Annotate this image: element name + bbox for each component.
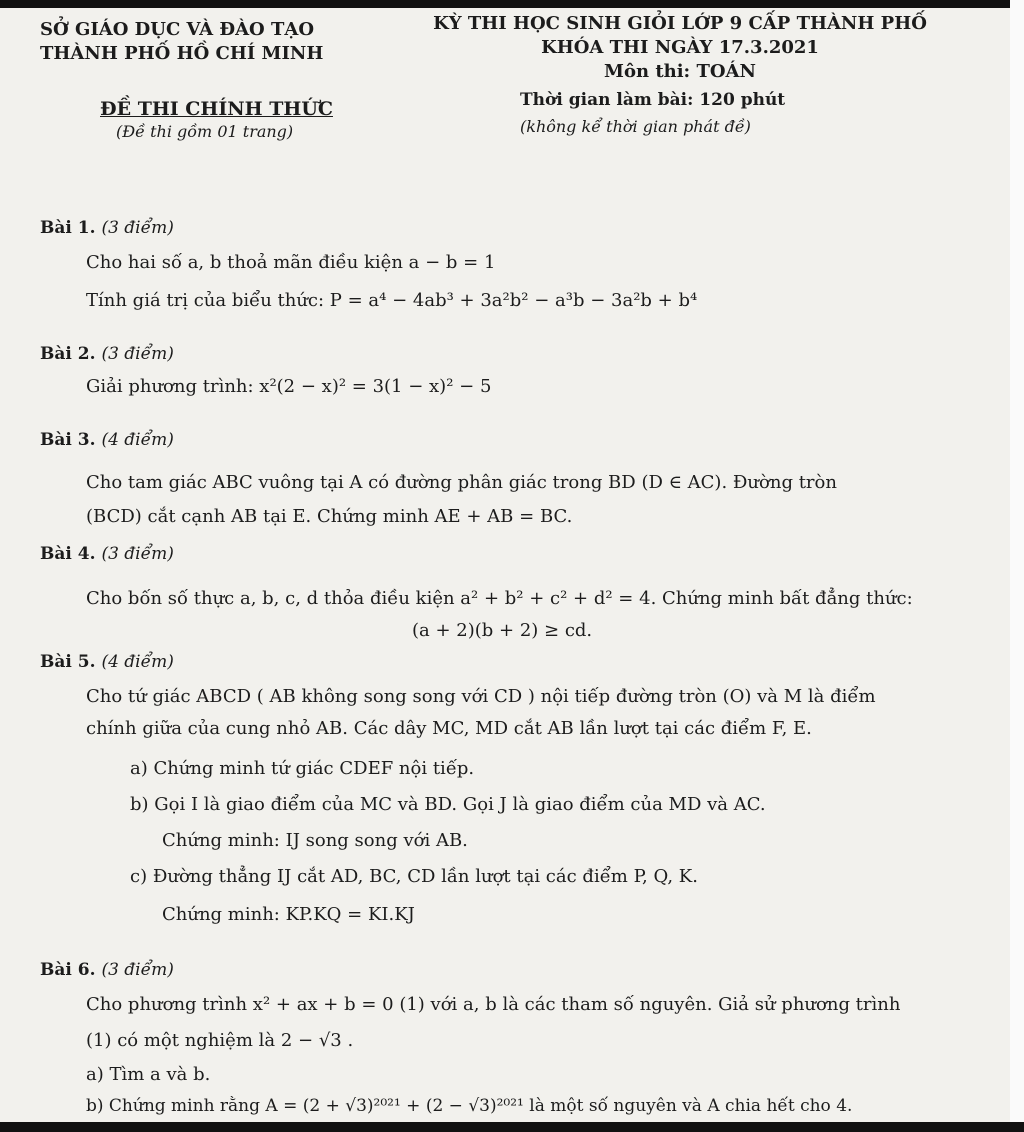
problem-2-points: (3 điểm) [101,344,174,364]
problem-6-label: Bài 6. [40,960,96,980]
problem-5-part-b-line-2: Chứng minh: IJ song song với AB. [162,830,468,851]
problem-3-line-2: (BCD) cắt cạnh AB tại E. Chứng minh AE + AB = BC. [86,506,573,527]
problem-3-label: Bài 3. [40,430,96,450]
problem-4-label: Bài 4. [40,544,96,564]
problem-4-line-1: Cho bốn số thực a, b, c, d thỏa điều kiện a² + b² + c² + d² = 4. Chứng minh bất đẳng thức: [86,588,913,609]
problem-5-heading [40,652,174,672]
exam-name: KỲ THI HỌC SINH GIỎI LỚP 9 CẤP THÀNH PHỐ [433,13,927,34]
problem-5-part-a: a) Chứng minh tứ giác CDEF nội tiếp. [130,758,475,779]
problem-4-points: (3 điểm) [101,544,174,564]
problem-6-line-2: (1) có một nghiệm là 2 − √3 . [86,1030,354,1051]
problem-6-part-a: a) Tìm a và b. [86,1064,211,1085]
problem-5-line-1: Cho tứ giác ABCD ( AB không song song với CD ) nội tiếp đường tròn (O) và M là điểm [86,686,876,707]
time-limit-note: (không kể thời gian phát đề) [520,117,751,136]
problem-6-heading [40,960,174,980]
problem-6-line-1: Cho phương trình x² + ax + b = 0 (1) với a, b là các tham số nguyên. Giả sử phương trình [86,994,901,1015]
official-title: ĐỀ THI CHÍNH THỨC [100,98,333,120]
problem-2-line-1: Giải phương trình: x²(2 − x)² = 3(1 − x)² − 5 [86,376,492,397]
page-count-note: (Đề thi gồm 01 trang) [116,122,294,141]
right-edge-margin [1010,0,1024,1132]
problem-5-part-c-line-1: c) Đường thẳng IJ cắt AD, BC, CD lần lượt tại các điểm P, Q, K. [130,866,698,887]
problem-1-points: (3 điểm) [101,218,174,238]
top-edge-bar [0,0,1024,8]
problem-6-part-b: b) Chứng minh rằng A = (2 + √3)²⁰²¹ + (2 − √3)²⁰²¹ là một số nguyên và A chia hết cho 4. [86,1096,853,1116]
city-name: THÀNH PHỐ HỒ CHÍ MINH [40,43,324,64]
department-name: SỞ GIÁO DỤC VÀ ĐÀO TẠO [40,19,315,40]
problem-5-points: (4 điểm) [101,652,174,672]
problem-2-label: Bài 2. [40,344,96,364]
problem-3-heading [40,430,174,450]
problem-2-heading [40,344,174,364]
problem-5-part-b-line-1: b) Gọi I là giao điểm của MC và BD. Gọi J là giao điểm của MD và AC. [130,794,766,815]
exam-header [420,12,940,84]
exam-subject: Môn thi: TOÁN [604,61,756,82]
problem-5-part-c-line-2: Chứng minh: KP.KQ = KI.KJ [162,904,415,925]
problem-4-inequality: (a + 2)(b + 2) ≥ cd. [412,620,593,641]
problem-3-line-1: Cho tam giác ABC vuông tại A có đường phân giác trong BD (D ∈ AC). Đường tròn [86,472,837,493]
problem-1-line-2: Tính giá trị của biểu thức: P = a⁴ − 4ab³ + 3a²b² − a³b − 3a²b + b⁴ [86,290,698,311]
problem-1-line-1: Cho hai số a, b thoả mãn điều kiện a − b = 1 [86,252,496,273]
exam-date: KHÓA THI NGÀY 17.3.2021 [541,37,819,58]
department-header [40,18,323,66]
problem-5-line-2: chính giữa của cung nhỏ AB. Các dây MC, MD cắt AB lần lượt tại các điểm F, E. [86,718,812,739]
time-limit: Thời gian làm bài: 120 phút [520,90,786,110]
problem-3-points: (4 điểm) [101,430,174,450]
problem-4-heading [40,544,174,564]
bottom-edge-bar [0,1122,1024,1132]
problem-1-heading [40,218,174,238]
problem-6-points: (3 điểm) [101,960,174,980]
problem-5-label: Bài 5. [40,652,96,672]
problem-1-label: Bài 1. [40,218,96,238]
